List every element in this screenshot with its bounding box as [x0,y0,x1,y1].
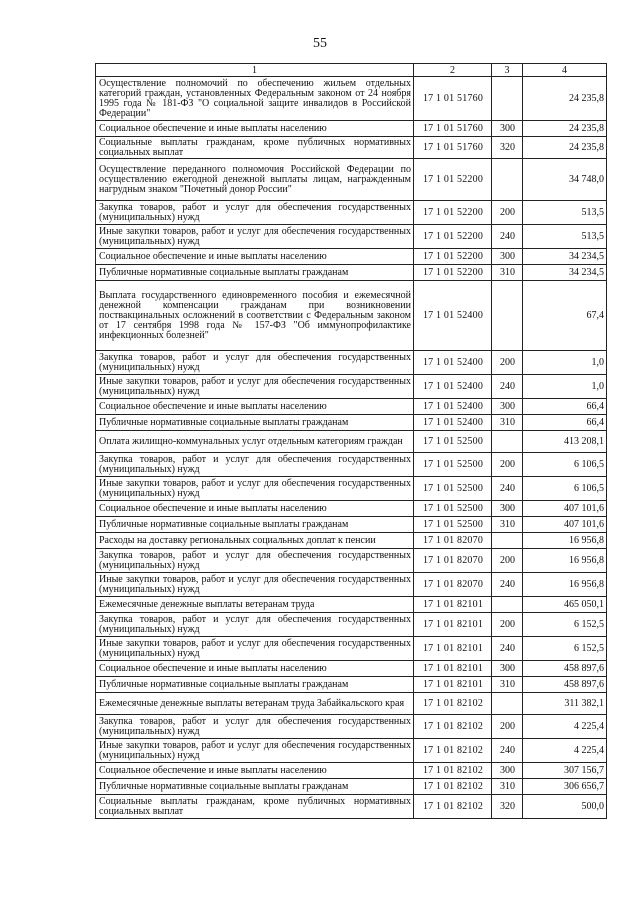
row-target-code: 17 1 01 82102 [414,779,492,795]
row-target-code: 17 1 01 52400 [414,415,492,431]
row-expense-type: 200 [492,715,523,739]
row-target-code: 17 1 01 82102 [414,715,492,739]
row-name: Ежемесячные денежные выплаты ветеранам труда [96,597,414,613]
row-amount: 66,4 [523,399,607,415]
row-name: Закупка товаров, работ и услуг для обеспечения государственных (муниципальных) нужд [96,351,414,375]
row-target-code: 17 1 01 82101 [414,637,492,661]
row-name: Иные закупки товаров, работ и услуг для обеспечения государственных (муниципальных) нужд [96,477,414,501]
table-row [96,693,607,715]
row-amount: 500,0 [523,795,607,819]
row-expense-type: 240 [492,375,523,399]
row-target-code: 17 1 01 82101 [414,597,492,613]
row-target-code: 17 1 01 82070 [414,549,492,573]
row-amount: 6 152,5 [523,637,607,661]
table-row [96,477,607,501]
row-amount: 1,0 [523,375,607,399]
table-row [96,677,607,693]
row-target-code: 17 1 01 82070 [414,533,492,549]
table-row [96,453,607,477]
row-expense-type [492,597,523,613]
row-amount: 4 225,4 [523,715,607,739]
table-row [96,661,607,677]
table-row [96,351,607,375]
row-amount: 6 106,5 [523,453,607,477]
row-amount: 4 225,4 [523,739,607,763]
row-expense-type: 300 [492,661,523,677]
table-row [96,201,607,225]
row-expense-type: 300 [492,121,523,137]
row-name: Социальное обеспечение и иные выплаты населению [96,249,414,265]
table-row [96,159,607,201]
page-number: 55 [313,36,327,51]
row-amount: 24 235,8 [523,77,607,121]
row-target-code: 17 1 01 52500 [414,477,492,501]
row-name: Публичные нормативные социальные выплаты гражданам [96,779,414,795]
row-target-code: 17 1 01 82102 [414,693,492,715]
row-target-code: 17 1 01 51760 [414,77,492,121]
row-name: Закупка товаров, работ и услуг для обеспечения государственных (муниципальных) нужд [96,715,414,739]
row-name: Закупка товаров, работ и услуг для обеспечения государственных (муниципальных) нужд [96,613,414,637]
table-row [96,549,607,573]
row-name: Оплата жилищно-коммунальных услуг отдельным категориям граждан [96,431,414,453]
row-amount: 513,5 [523,201,607,225]
table-row [96,637,607,661]
row-amount: 465 050,1 [523,597,607,613]
row-name: Осуществление полномочий по обеспечению жильем отдельных категорий граждан, установленных Федеральным законом от 24 ноября 1995 года № 181-ФЗ "О социальной защите инвалидов в Российской Федерации" [96,77,414,121]
row-target-code: 17 1 01 82101 [414,661,492,677]
row-name: Расходы на доставку региональных социальных доплат к пенсии [96,533,414,549]
table-row [96,715,607,739]
row-target-code: 17 1 01 52400 [414,399,492,415]
row-amount: 458 897,6 [523,661,607,677]
row-expense-type: 300 [492,763,523,779]
row-expense-type: 200 [492,201,523,225]
table-header-row [96,64,607,77]
row-name: Социальные выплаты гражданам, кроме публичных нормативных социальных выплат [96,137,414,159]
table-row [96,137,607,159]
row-expense-type [492,77,523,121]
row-expense-type: 300 [492,501,523,517]
row-expense-type: 310 [492,415,523,431]
row-target-code: 17 1 01 52500 [414,501,492,517]
row-name: Иные закупки товаров, работ и услуг для обеспечения государственных (муниципальных) нужд [96,225,414,249]
row-target-code: 17 1 01 52400 [414,281,492,351]
row-amount: 458 897,6 [523,677,607,693]
row-expense-type: 320 [492,795,523,819]
row-expense-type: 310 [492,265,523,281]
row-amount: 66,4 [523,415,607,431]
row-target-code: 17 1 01 52200 [414,265,492,281]
row-target-code: 17 1 01 82070 [414,573,492,597]
row-amount: 16 956,8 [523,573,607,597]
row-amount: 34 234,5 [523,265,607,281]
header-col-1: 1 [96,64,414,77]
header-col-2: 2 [414,64,492,77]
row-target-code: 17 1 01 82101 [414,613,492,637]
row-name: Публичные нормативные социальные выплаты гражданам [96,265,414,281]
row-amount: 24 235,8 [523,121,607,137]
row-expense-type: 310 [492,517,523,533]
row-name: Социальное обеспечение и иные выплаты населению [96,399,414,415]
row-target-code: 17 1 01 52400 [414,375,492,399]
row-name: Социальное обеспечение и иные выплаты населению [96,121,414,137]
row-expense-type: 200 [492,613,523,637]
row-amount: 34 234,5 [523,249,607,265]
row-amount: 407 101,6 [523,517,607,533]
row-expense-type: 240 [492,637,523,661]
table-row [96,763,607,779]
table-row [96,249,607,265]
table-row [96,265,607,281]
table-row [96,431,607,453]
row-name: Публичные нормативные социальные выплаты гражданам [96,677,414,693]
row-expense-type [492,431,523,453]
table-row [96,613,607,637]
row-expense-type: 200 [492,351,523,375]
row-target-code: 17 1 01 51760 [414,121,492,137]
row-amount: 307 156,7 [523,763,607,779]
row-expense-type: 240 [492,739,523,763]
table-row [96,795,607,819]
row-expense-type: 240 [492,573,523,597]
table-row [96,573,607,597]
row-name: Закупка товаров, работ и услуг для обеспечения государственных (муниципальных) нужд [96,201,414,225]
table-row [96,739,607,763]
table-row [96,281,607,351]
row-amount: 67,4 [523,281,607,351]
table-row [96,399,607,415]
row-name: Закупка товаров, работ и услуг для обеспечения государственных (муниципальных) нужд [96,549,414,573]
header-col-4: 4 [523,64,607,77]
row-amount: 407 101,6 [523,501,607,517]
row-target-code: 17 1 01 52200 [414,159,492,201]
table-row [96,779,607,795]
table-row [96,533,607,549]
row-name: Социальное обеспечение и иные выплаты населению [96,661,414,677]
row-name: Иные закупки товаров, работ и услуг для обеспечения государственных (муниципальных) нужд [96,739,414,763]
table-row [96,121,607,137]
row-amount: 6 106,5 [523,477,607,501]
row-target-code: 17 1 01 52200 [414,249,492,265]
row-amount: 311 382,1 [523,693,607,715]
row-target-code: 17 1 01 82102 [414,739,492,763]
row-expense-type: 310 [492,779,523,795]
row-target-code: 17 1 01 52200 [414,225,492,249]
row-amount: 513,5 [523,225,607,249]
row-expense-type [492,281,523,351]
row-target-code: 17 1 01 52500 [414,517,492,533]
row-amount: 34 748,0 [523,159,607,201]
table-row [96,501,607,517]
row-name: Социальные выплаты гражданам, кроме публичных нормативных социальных выплат [96,795,414,819]
row-amount: 413 208,1 [523,431,607,453]
row-expense-type: 300 [492,249,523,265]
table-row [96,517,607,533]
row-name: Иные закупки товаров, работ и услуг для обеспечения государственных (муниципальных) нужд [96,375,414,399]
row-target-code: 17 1 01 51760 [414,137,492,159]
row-name: Иные закупки товаров, работ и услуг для обеспечения государственных (муниципальных) нужд [96,637,414,661]
row-expense-type [492,159,523,201]
table-row [96,415,607,431]
table-row [96,597,607,613]
row-target-code: 17 1 01 52200 [414,201,492,225]
row-name: Публичные нормативные социальные выплаты гражданам [96,415,414,431]
row-expense-type: 200 [492,453,523,477]
row-amount: 306 656,7 [523,779,607,795]
row-name: Социальное обеспечение и иные выплаты населению [96,501,414,517]
table-row [96,77,607,121]
row-name: Иные закупки товаров, работ и услуг для обеспечения государственных (муниципальных) нужд [96,573,414,597]
row-expense-type [492,693,523,715]
row-name: Выплата государственного единовременного пособия и ежемесячной денежной компенсации гражданам при возникновении поствакцинальных осложнений в соответствии с Федеральным законом от 17 сентября 1998 года № 157-ФЗ "Об иммунопрофилактике инфекционных болезней" [96,281,414,351]
row-name: Ежемесячные денежные выплаты ветеранам труда Забайкальского края [96,693,414,715]
row-target-code: 17 1 01 52500 [414,431,492,453]
row-expense-type: 320 [492,137,523,159]
row-amount: 16 956,8 [523,549,607,573]
row-name: Публичные нормативные социальные выплаты гражданам [96,517,414,533]
table-row [96,225,607,249]
row-expense-type: 240 [492,225,523,249]
row-target-code: 17 1 01 82101 [414,677,492,693]
row-expense-type: 310 [492,677,523,693]
row-amount: 6 152,5 [523,613,607,637]
row-name: Осуществление переданного полномочия Российской Федерации по осуществлению ежегодной денежной выплаты лицам, награжденным нагрудным знаком "Почетный донор России" [96,159,414,201]
budget-table [95,63,607,819]
row-target-code: 17 1 01 82102 [414,763,492,779]
table-row [96,375,607,399]
row-name: Закупка товаров, работ и услуг для обеспечения государственных (муниципальных) нужд [96,453,414,477]
row-amount: 16 956,8 [523,533,607,549]
row-expense-type: 240 [492,477,523,501]
row-expense-type: 300 [492,399,523,415]
row-target-code: 17 1 01 52500 [414,453,492,477]
row-target-code: 17 1 01 52400 [414,351,492,375]
row-amount: 24 235,8 [523,137,607,159]
row-expense-type: 200 [492,549,523,573]
header-col-3: 3 [492,64,523,77]
row-amount: 1,0 [523,351,607,375]
row-target-code: 17 1 01 82102 [414,795,492,819]
row-name: Социальное обеспечение и иные выплаты населению [96,763,414,779]
row-expense-type [492,533,523,549]
